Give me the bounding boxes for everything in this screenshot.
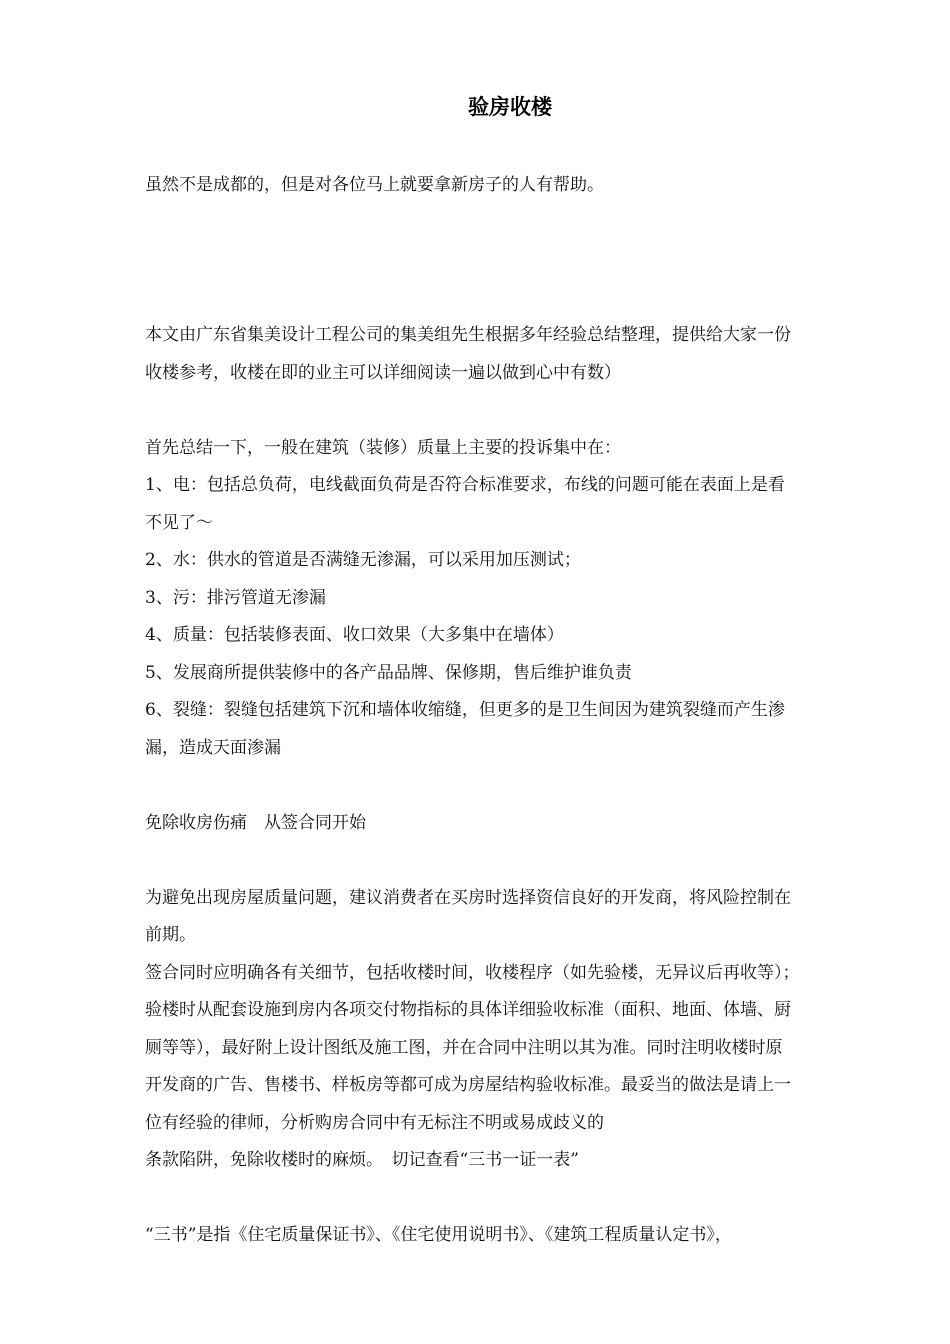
blank-line [145, 205, 885, 243]
list-item: 3、污：排污管道无渗漏 [145, 587, 326, 608]
paragraph-line: 本文由广东省集美设计工程公司的集美组先生根据多年经验总结整理，提供给大家一份 [145, 325, 791, 345]
paragraph-line: 首先总结一下，一般在建筑（装修）质量上主要的投诉集中在： [145, 437, 621, 458]
blank-line [145, 842, 885, 880]
list-item: 6、裂缝：裂缝包括建筑下沉和墙体收缩缝，但更多的是卫生间因为建筑裂缝而产生渗 [145, 700, 785, 720]
blank-line [145, 767, 885, 805]
list-item: 2、水：供水的管道是否满缝无渗漏，可以采用加压测试； [145, 550, 581, 570]
list-item: 不见了～ [145, 512, 213, 533]
list-item: 1、电：包括总负荷，电线截面负荷是否符合标准要求，布线的问题可能在表面上是看 [145, 475, 785, 495]
paragraph-line: 为避免出现房屋质量问题，建议消费者在买房时选择资信良好的开发商，将风险控制在 [145, 887, 791, 908]
section-heading: 免除收房伤痛 从签合同开始 [145, 812, 366, 833]
list-item: 5、发展商所提供装修中的各产品品牌、保修期，售后维护谁负责 [145, 662, 632, 683]
document-title: 验房收楼 [468, 94, 552, 119]
list-item: 漏，造成天面渗漏 [145, 737, 281, 758]
paragraph-line: 开发商的广告、售楼书、样板房等都可成为房屋结构验收标准。最妥当的做法是请上一 [145, 1075, 791, 1095]
blank-line [145, 280, 885, 318]
paragraph-line: 验楼时从配套设施到房内各项交付物指标的具体详细验收标准（面积、地面、体墙、厨 [145, 1000, 791, 1020]
paragraph-line: 虽然不是成都的，但是对各位马上就要拿新房子的人有帮助。 [145, 175, 604, 195]
document-body [145, 167, 885, 1255]
paragraph-line: 位有经验的律师，分析购房合同中有无标注不明或易成歧义的 [145, 1112, 604, 1133]
paragraph-line: 条款陷阱，免除收楼时的麻烦。 切记查看“三书一证一表” [145, 1150, 579, 1170]
paragraph-line: 签合同时应明确各有关细节，包括收楼时间，收楼程序（如先验楼，无异议后再收等）； [145, 962, 800, 983]
paragraph-line: 收楼参考，收楼在即的业主可以详细阅读一遍以做到心中有数） [145, 362, 621, 383]
paragraph-line: 前期。 [145, 925, 196, 945]
paragraph-line: “三书”是指《住宅质量保证书》、《住宅使用说明书》、《建筑工程质量认定书》， [145, 1225, 732, 1245]
blank-line [145, 242, 885, 280]
paragraph-line: 厕等等），最好附上设计图纸及施工图，并在合同中注明以其为准。同时注明收楼时原 [145, 1037, 783, 1058]
blank-line [145, 392, 885, 430]
blank-line [145, 1180, 885, 1218]
list-item: 4、质量：包括装修表面、收口效果（大多集中在墙体） [145, 625, 564, 645]
